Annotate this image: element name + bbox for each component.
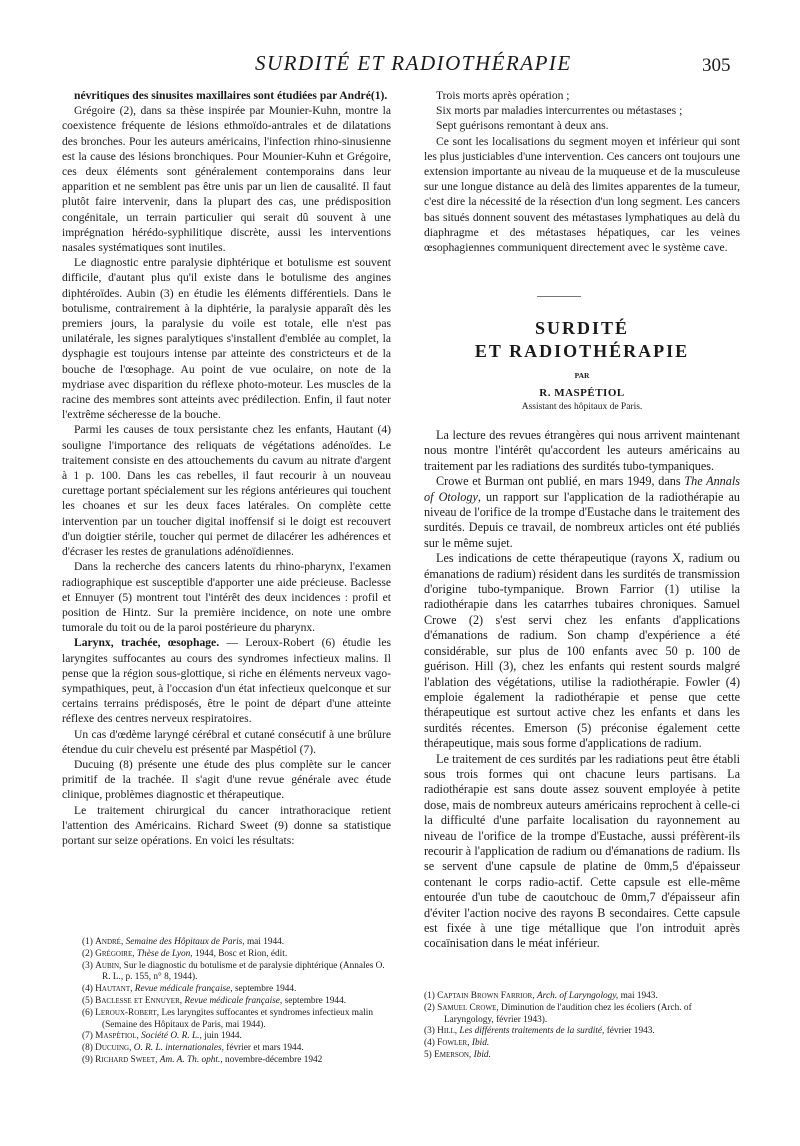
article-par: PAR: [574, 371, 590, 380]
footnote: (1) André, Semaine des Hôpitaux de Paris, mai 1944.: [82, 937, 285, 947]
footnote: (9) Richard Sweet, Am. A. Th. opht., novembre-décembre 1942: [82, 1054, 323, 1065]
section-divider: [537, 296, 581, 297]
footnote: (4) Fowler, Ibid.: [424, 1038, 490, 1049]
footnote: (5) Baclesse et Ennuyer, Revue médicale française, septembre 1944.: [82, 995, 347, 1006]
footnote: (6) Leroux-Robert, Les laryngites suffocantes et syndromes infectieux malin (Semaine des Hôpitaux de Paris, mai 1944).: [82, 1007, 373, 1030]
left-paragraph-6-text: — Leroux-Robert (6) étudie les laryngites suffocantes au cours des syndromes infectieux malins. Il pense que la région sous-glottique, si riche en éléments nerveux vago-sympathiques, peut, à l'occasion d'un état infectieux quelconque et sur certains terrains prédisposés, être le point de départ d'une atteinte réflexe des centres nerveux respiratoires.: [62, 636, 391, 726]
article-paragraph-1: La lecture des revues étrangères qui nous arrivent maintenant nous montre l'intérêt qu'accordent les auteurs américains au traitement par les radiations des surdités tubo-tympaniques.: [424, 428, 740, 473]
left-paragraph-1: névritiques des sinusites maxillaires sont étudiées par André(1).: [74, 89, 388, 102]
article-paragraph-3: Les indications de cette thérapeutique (rayons X, radium ou émanations de radium) résident dans les surdités de transmission d'origine tubo-tympanique. Brown Farrior (1) utilise la radiothérapie dans les catarrhes tubaires chroniques. Samuel Crowe (2) s'est servi chez les enfants d'applications d'émanations de radium. Son champ d'expérience a été considérable, sur plus de 100 enfants avec 50 p. 100 de guérison. Hill (3), chez les enfants qui restent sourds malgré l'ablation des végétations, utilise la radiothérapie. Fowler (4) emploie également la radiothérapie et pense que cette thérapeutique est surtout active chez les enfants et dans les surdités récentes. Emerson (5) préconise également cette thérapeutique, mais sous forme d'applications de radium.: [424, 551, 740, 751]
footnote: (7) Maspétiol, Société O. R. L., juin 1944.: [82, 1031, 242, 1042]
page-number: 305: [702, 55, 731, 76]
article-author: R. MASPÉTIOL: [539, 387, 625, 399]
left-paragraph-6: [62, 635, 391, 726]
footnote: 5) Emerson, Ibid.: [424, 1049, 491, 1060]
running-title: SURDITÉ ET RADIOTHÉRAPIE: [255, 51, 572, 75]
left-paragraph-8: Ducuing (8) présente une étude des plus complète sur le cancer primitif de la trachée. Il s'agit d'une revue générale avec étude clinique, problèmes diagnostic et thérapeutique.: [62, 757, 391, 802]
result-line-3: Sept guérisons remontant à deux ans.: [436, 119, 609, 133]
section-heading-larynx: Larynx, trachée, œsophage.: [74, 636, 220, 650]
result-line-1: Trois morts après opération ;: [436, 89, 570, 102]
right-paragraph-1: Ce sont les localisations du segment moyen et inférieur qui sont les plus justiciables d'une intervention. Ces cancers ont toujours une extension importante au niveau de la muqueuse et de la musculeuse sur une longue distance au delà des limites apparentes de la tumeur, c'est dire la nécessité de la résection d'un long segment. Les cancers bas situés donnent souvent des métastases lymphatiques au delà du diaphragme et des métastases hépatiques, car les veines œsophagiennes communiquent directement avec le système cave.: [424, 134, 740, 255]
footnote: (1) Captain Brown Farrior, Arch. of Laryngology, mai 1943.: [424, 991, 658, 1001]
footnote: (4) Hautant, Revue médicale française, septembre 1944.: [82, 984, 297, 995]
article-paragraph-2: Crowe et Burman ont publié, en mars 1949, dans The Annals of Otology, un rapport sur l'application de la radiothérapie au niveau de l'orifice de la trompe d'Eustache dans le traitement des surdités. Depuis ce travail, de nombreux articles ont été publiés sur le même sujet.: [424, 474, 740, 550]
article-paragraph-4: Le traitement de ces surdités par les radiations peut être établi sous trois formes qui ont chacune leurs partisans. La radiothérapie est sans doute assez souvent employée à petite dose, mais de nombreux auteurs américains reprochent à celle-ci la difficulté d'une parfaite localisation du rayonnement au niveau de l'orifice de la trompe d'Eustache, aussi préfèrent-ils recourir à l'application de radium ou d'émanations de radium. Ils se servent d'une capsule de platine de 0mm,5 d'épaisseur contenant le corps radio-actif. Cette capsule est elle-même entourée d'un tube de caoutchouc de 0mm,7 d'épaisseur afin d'éviter l'action nocive des rayons B secondaires. Cette capsule est fixée à une tige métallique que l'on introduit après cocaïnisation dans le méat inférieur.: [424, 751, 740, 951]
right-footnotes: [424, 991, 740, 1062]
article-affiliation: Assistant des hôpitaux de Paris.: [521, 402, 643, 412]
left-column: [62, 88, 391, 848]
article-title: SURDITÉ ET RADIOTHÉRAPIE: [474, 318, 690, 361]
footnote: (2) Grégoire, Thèse de Lyon, 1944, Bosc et Rion, édit.: [82, 948, 288, 959]
result-line-2: Six morts par maladies intercurrentes ou métastases ;: [436, 104, 683, 118]
footnote: (8) Ducuing, O. R. L. internationales, février et mars 1944.: [82, 1043, 304, 1054]
left-footnotes: [82, 937, 391, 1067]
footnote: (2) Samuel Crowe, Diminution de l'audition chez les écoliers (Arch. of Laryngology, février 1943).: [424, 1002, 692, 1025]
left-paragraph-3: Le diagnostic entre paralysie diphtérique et botulisme est souvent difficile, d'autant plus qu'il existe dans le botulisme des angines diphtéroïdes. Aubin (3) en étudie les éléments différentiels. Dans le botulisme, contrairement à la diphtérie, la paralysie apparaît dès les premiers jours, la paralysie du voile est totale, elle n'est pas unilatérale, les signes paralytiques s'installent d'emblée au complet, la dysphagie est toujours intense par atteinte des constricteurs et de la bouche de l'œsophage. Au point de vue oculaire, on note de la mydriase avec disparition du réflexe photo-moteur. Les muscles de la racine des membres sont atteints avec prédilection. Enfin, il faut noter l'extrême sécheresse de la bouche.: [62, 256, 391, 422]
left-paragraph-2: Grégoire (2), dans sa thèse inspirée par Mounier-Kuhn, montre la coexistence fréquente de lésions ethmoïdo-antrales et de dilatations des bronches. Pour les auteurs américains, l'infection rhino-sinusienne est la cause des lésions bronchiques. Pour Mounier-Kuhn et Grégoire, ces deux éléments sont généralement contemporains dans leur apparition et ne semblent pas être unis par un lien de causalité. Il faut plutôt faire intervenir, dans la plupart des cas, une prédisposition congénitale, un terrain particulier qui serait dû souvent à une imprégnation hérédo-syphilitique discrète, aussi les interventions nasales systématiques sont inutiles.: [62, 104, 391, 255]
footnote: (3) Aubin, Sur le diagnostic du botulisme et de paralysie diphtérique (Annales O. R. L., p. 155, n° 8, 1944).: [82, 960, 385, 983]
left-paragraph-7: Un cas d'œdème laryngé cérébral et cutané consécutif à une brûlure étendue du cuir chevelu est présenté par Maspétiol (7).: [62, 727, 391, 756]
right-column-top: [424, 88, 740, 255]
left-paragraph-9: Le traitement chirurgical du cancer intrathoracique retient l'attention des Américains. Richard Sweet (9) donne sa statistique portant sur seize opérations. En voici les résultats:: [62, 803, 391, 847]
footnote: (3) Hill, Les différents traitements de la surdité, février 1943.: [424, 1026, 655, 1037]
left-paragraph-5: Dans la recherche des cancers latents du rhino-pharynx, l'examen radiographique est susceptible d'apporter une aide précieuse. Baclesse et Ennuyer (5) montrent tout l'intérêt des deux incidences : profil et position de Hintz. Sur la première incidence, on note une ombre tumorale du toit ou de la paroi postérieure du pharynx.: [62, 560, 391, 635]
left-paragraph-4: Parmi les causes de toux persistante chez les enfants, Hautant (4) souligne l'importance des reliquats de végétations adénoïdes. Le traitement consiste en des attouchements du cavum au nitrate d'argent à 1 p. 100. Dans les cas rebelles, il faut recourir à un nouveau curettage portant spécialement sur les régions antérieures qui touchent les choanes et sur les deux faces latérales. On complète cette intervention par un toucher digital inoffensif si le doigt est recouvert d'un doigtier stérile, toucher qui permet de dilacérer les adhérences et d'écraser les restes de granulations adénoïdiennes.: [62, 423, 391, 559]
article-body: [424, 428, 740, 952]
